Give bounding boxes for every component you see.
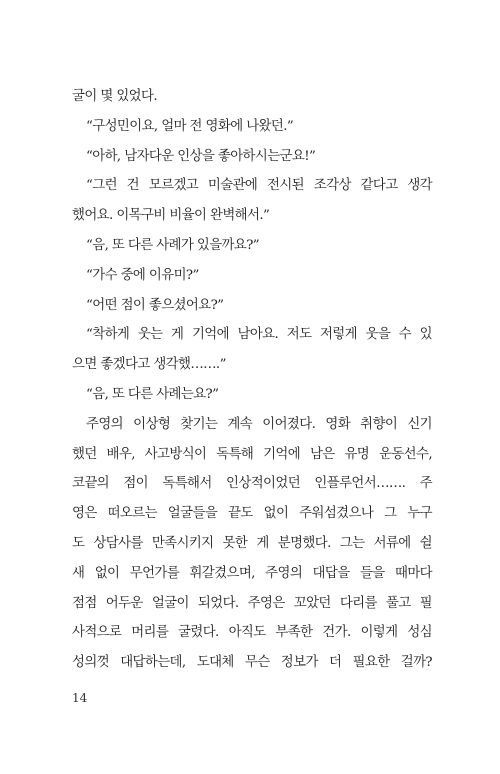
text-line: 코끝의 점이 독특해서 인상적이었던 인플루언서……. 주 [72,476,432,492]
text-line: 성의껏 대답하는데, 도대체 무슨 정보가 더 필요한 걸까? [72,655,432,671]
text-line: 으면 좋겠다고 생각했…….” [72,357,226,373]
text-line: 사적으로 머리를 굴렸다. 아직도 부족한 건가. 이렇게 성심 [72,625,432,641]
text-line: 새 없이 무언가를 휘갈겼으며, 주영의 대답을 들을 때마다 [72,565,432,581]
text-line: 했던 배우, 사고방식이 독특해 기억에 남은 유명 운동선수, [72,446,432,462]
text-line: 굴이 몇 있었다. [72,89,157,104]
text-line: 주영의 이상형 찾기는 계속 이어졌다. 영화 취향이 신기 [86,416,432,432]
text-line: “구성민이요, 얼마 전 영화에 나왔던.” [86,118,294,134]
text-line: 영은 떠오르는 얼굴들을 끝도 없이 주워섬겼으나 그 누구 [72,506,432,522]
body-text [72,82,432,678]
text-line: “착하게 웃는 게 기억에 남아요. 저도 저렇게 웃을 수 있 [86,327,432,343]
text-line: “가수 중에 이유미?” [86,267,199,283]
text-line: “음, 또 다른 사례는요?” [86,386,219,402]
text-line: “아하, 남자다운 인상을 좋아하시는군요!” [86,148,316,164]
text-line: “어떤 점이 좋으셨어요?” [86,297,224,313]
text-line: “그런 건 모르겠고 미술관에 전시된 조각상 같다고 생각 [86,178,432,194]
text-line: 했어요. 이목구비 비율이 완벽해서.” [72,208,270,224]
text-line: 점점 어두운 얼굴이 되었다. 주영은 꼬았던 다리를 풀고 필 [72,595,432,611]
text-line: 도 상담사를 만족시키지 못한 게 분명했다. 그는 서류에 쉴 [72,535,432,551]
page-number: 14 [72,691,88,705]
text-line: “음, 또 다른 사례가 있을까요?” [86,237,260,253]
